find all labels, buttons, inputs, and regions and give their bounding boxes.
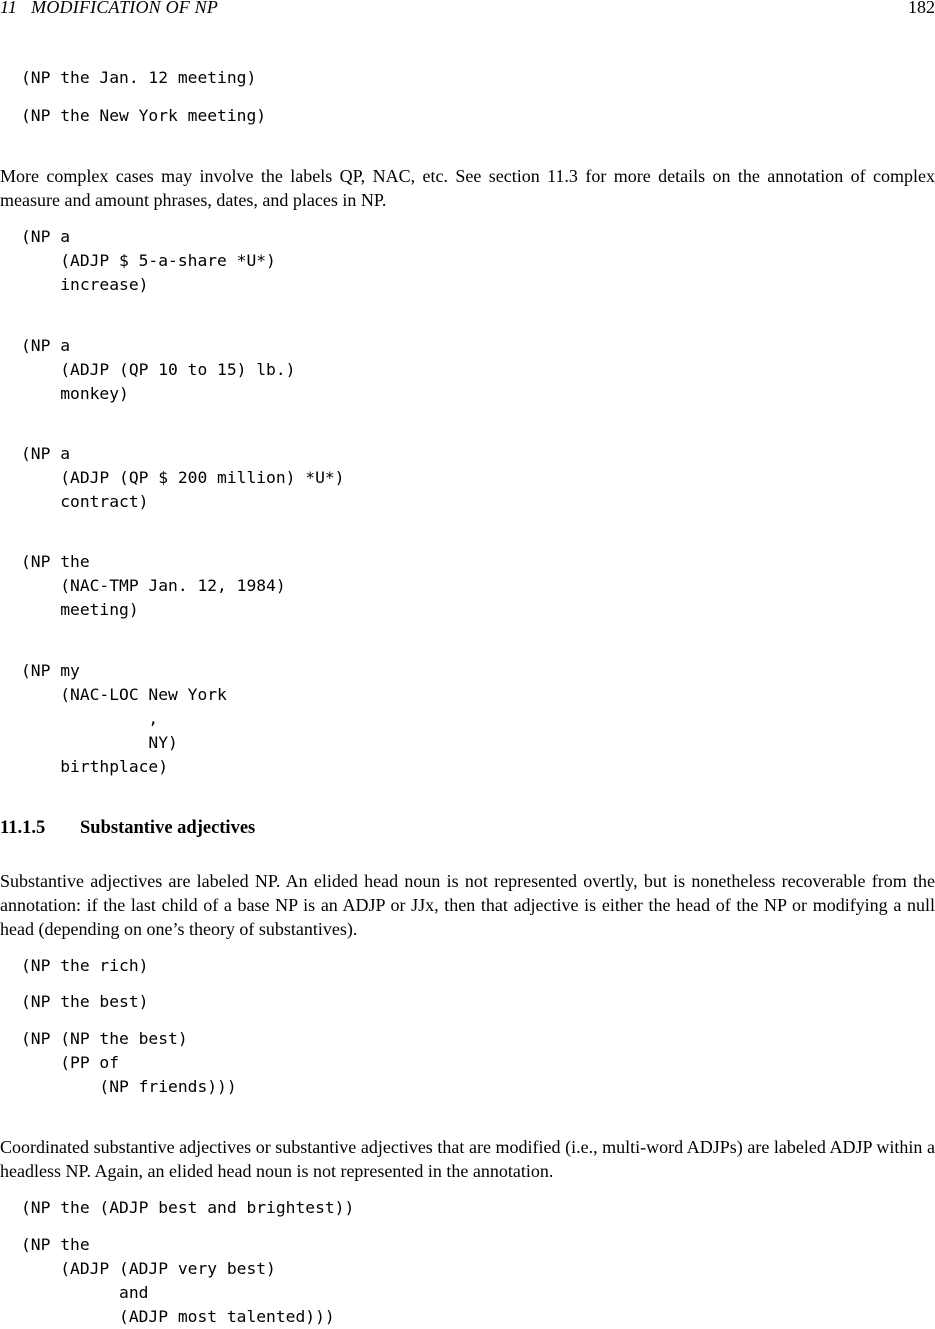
tree-np-best-of-friends: (NP (NP the best) (PP of (NP friends))) <box>21 1029 237 1096</box>
chapter-title: 11 MODIFICATION OF NP <box>0 0 219 17</box>
section-title: Substantive adjectives <box>80 818 256 838</box>
section-heading <box>0 818 255 839</box>
tree-np-the-rich: (NP the rich) <box>21 956 149 975</box>
paragraph-complex-cases: More complex cases may involve the labels QP, NAC, etc. See section 11.3 for more details on the annotation of complex measure and amount phrases, dates, and places in NP. <box>0 166 935 210</box>
section-number: 11.1.5 <box>0 818 46 838</box>
tree-very-best-most-talented: (NP the (ADJP (ADJP very best) and (ADJP most talented))) <box>21 1235 335 1326</box>
example-np-place: (NP the New York meeting) <box>21 106 267 125</box>
tree-adjp-qp-lb: (NP a (ADJP (QP 10 to 15) lb.) monkey) <box>21 336 296 403</box>
tree-adjp-share: (NP a (ADJP $ 5-a-share *U*) increase) <box>21 227 276 294</box>
tree-adjp-qp-million: (NP a (ADJP (QP $ 200 million) *U*) contract) <box>21 444 345 511</box>
running-header <box>0 0 935 21</box>
tree-best-and-brightest: (NP the (ADJP best and brightest)) <box>21 1198 355 1217</box>
paragraph-substantive-adjectives: Substantive adjectives are labeled NP. An elided head noun is not represented overtly, but is nonetheless recoverable from the annotation: if the last child of a base NP is an ADJP or JJx, then that adjective is either the head of the NP or modifying a null head (depending on one’s theory of substantives). <box>0 871 935 939</box>
tree-nac-tmp: (NP the (NAC-TMP Jan. 12, 1984) meeting) <box>21 552 286 619</box>
tree-nac-loc: (NP my (NAC-LOC New York , NY) birthplace) <box>21 661 227 776</box>
paragraph-coordinated-adjectives: Coordinated substantive adjectives or substantive adjectives that are modified (i.e., multi-word ADJPs) are labeled ADJP within a headless NP. Again, an elided head noun is not represented in the annotation. <box>0 1137 935 1181</box>
page-number: 182 <box>908 0 935 17</box>
tree-np-the-best: (NP the best) <box>21 992 149 1011</box>
example-np-date: (NP the Jan. 12 meeting) <box>21 68 257 87</box>
